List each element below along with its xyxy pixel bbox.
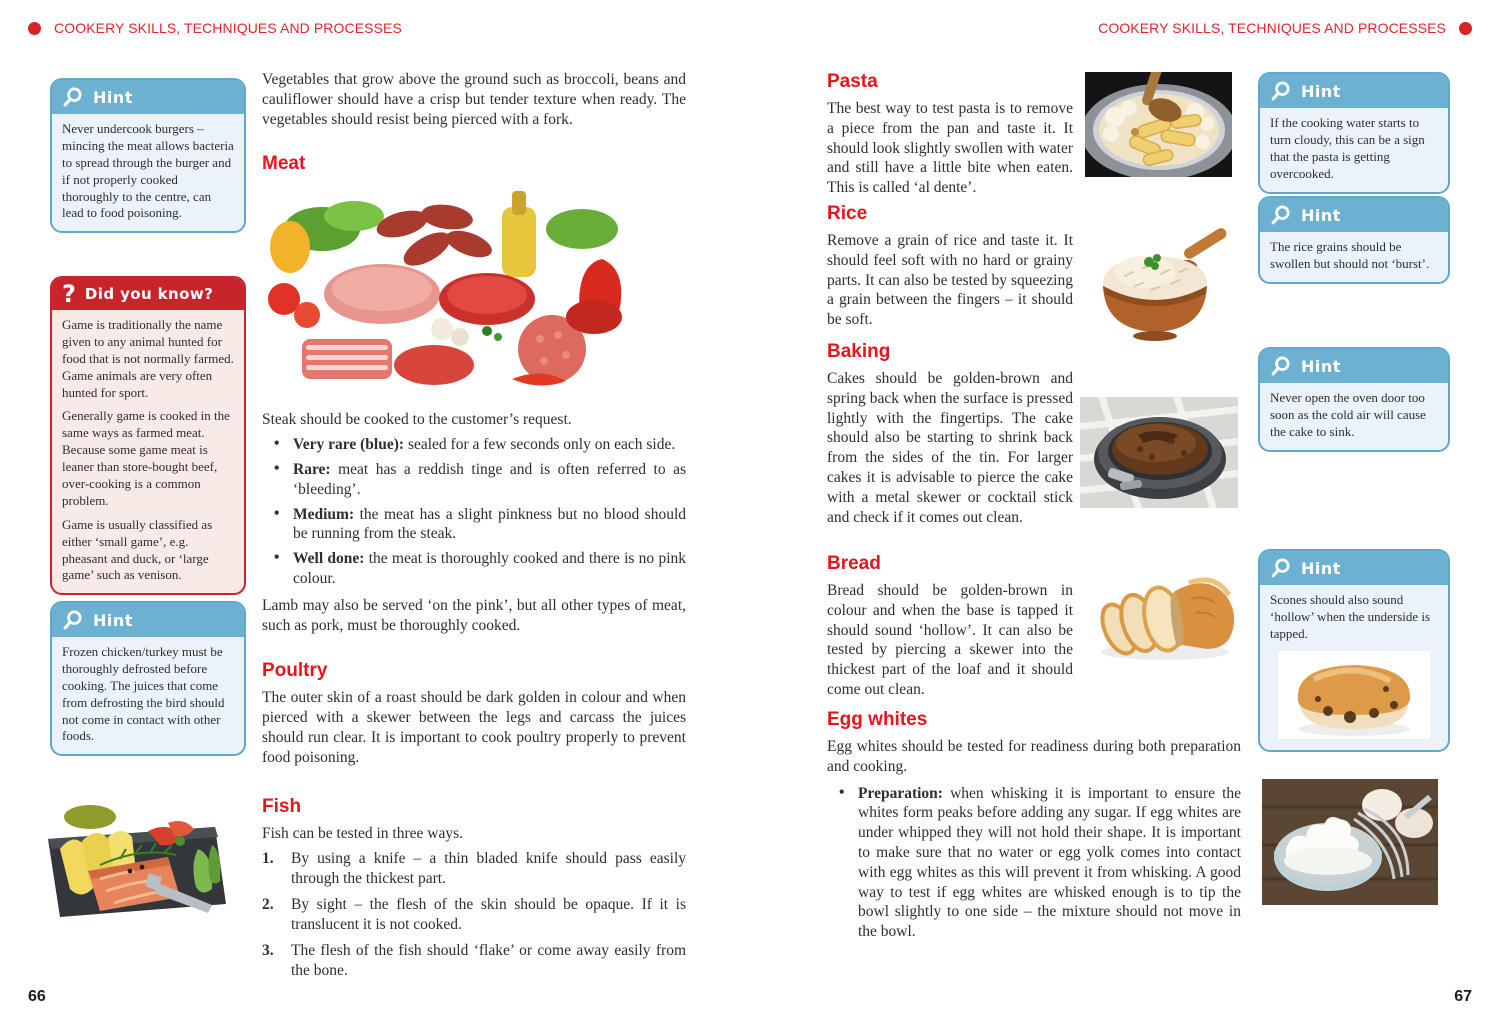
running-head-title: COOKERY SKILLS, TECHNIQUES AND PROCESSES xyxy=(1098,20,1446,36)
bullet-term: Preparation: xyxy=(858,784,943,802)
running-head-right xyxy=(1098,20,1472,36)
hint-box-baking xyxy=(1258,347,1450,452)
bullet-text: the meat is thoroughly cooked and there is no pink colour. xyxy=(293,550,687,588)
poultry-paragraph: The outer skin of a roast should be dark golden in colour and when pierced with a skewer between the legs and carcass the juices should run clear. It is important to cook poultry properly to prevent food poisoning. xyxy=(262,689,686,766)
rice-heading: Rice xyxy=(827,203,868,224)
steak-bullet xyxy=(262,505,686,545)
page-number-left: 66 xyxy=(28,988,46,1005)
hint-box-rice xyxy=(1258,196,1450,284)
bullet-term: Rare: xyxy=(293,460,331,478)
hint-text: Scones should also sound ‘hollow’ when the underside is tapped. xyxy=(1270,592,1431,641)
steak-bullet xyxy=(262,549,686,589)
bread-section xyxy=(827,553,1073,700)
header-bullet-icon xyxy=(1459,22,1472,35)
fish-numbered-list xyxy=(262,849,686,980)
hint-box-bread xyxy=(1258,549,1450,752)
rice-bowl-photo xyxy=(1085,224,1235,350)
fish-heading: Fish xyxy=(262,795,302,817)
hint-title: Hint xyxy=(1301,81,1341,101)
hint-text: Never open the oven door too soon as the cold air will cause the cake to sink. xyxy=(1270,390,1426,439)
magnifier-icon xyxy=(1270,204,1292,226)
hint-title: Hint xyxy=(1301,356,1341,376)
rice-paragraph: Remove a grain of rice and taste it. It should feel soft with no hard or grainy parts. It can also be tested by squeezing a grain between the fingers – it should be soft. xyxy=(827,231,1073,329)
did-you-know-header xyxy=(52,278,244,310)
vegetables-paragraph: Vegetables that grow above the ground such as broccoli, beans and cauliflower should have a crisp but tender texture when ready. The vegetables should resist being pierced with a fork. xyxy=(262,71,686,128)
meat-selection-photo xyxy=(262,189,630,394)
lamb-paragraph: Lamb may also be served ‘on the pink’, but all other types of meat, such as pork, must be thoroughly cooked. xyxy=(262,596,686,634)
bullet-text: when whisking it is important to ensure the whites form peaks before adding any sugar. If egg whites are under whipped they will not hold their shape. It is important to make sure that no water or egg yolk comes into contact with egg whites as this will prevent it from whisking. A good way to test if egg whites are whisked enough is to tip the bowl slightly to one side – the mixture should not move in the bowl. xyxy=(858,784,1242,941)
hint-body xyxy=(1260,232,1448,282)
steak-bullet xyxy=(262,435,686,455)
fish-lead: Fish can be tested in three ways. xyxy=(262,824,464,842)
magnifier-icon xyxy=(62,86,84,108)
magnifier-icon xyxy=(62,609,84,631)
hint-box-frozen-poultry xyxy=(50,601,246,756)
bullet-term: Medium: xyxy=(293,505,355,523)
meat-heading: Meat xyxy=(262,153,306,175)
cake-tin-photo xyxy=(1080,397,1238,508)
did-you-know-paragraph: Game is usually classified as either ‘small game’, e.g. pheasant and duck, or ‘large game’ such as venison. xyxy=(62,516,213,583)
egg-whites-section xyxy=(827,709,1241,942)
poultry-heading: Poultry xyxy=(262,659,328,681)
salmon-dish-photo xyxy=(30,779,230,921)
bullet-term: Well done: xyxy=(293,550,365,568)
egg-whites-bowl-photo xyxy=(1262,779,1438,905)
hint-text: Never undercook burgers – mincing the meat allows bacteria to spread through the burger and if not properly cooked thoroughly to the centre, can lead to food poisoning. xyxy=(62,121,234,221)
bread-heading: Bread xyxy=(827,553,881,574)
hint-header xyxy=(52,603,244,637)
hint-body xyxy=(52,637,244,754)
pasta-pan-photo xyxy=(1085,72,1232,177)
baking-paragraph: Cakes should be golden-brown and spring back when the surface is pressed lightly with the fingertips. The cake should also be starting to shrink back from the sides of the tin. For larger cakes it is advisable to pierce the cake with a metal skewer or cocktail stick and check if it comes out clean. xyxy=(827,369,1073,526)
bread-loaf-photo xyxy=(1091,555,1240,668)
hint-title: Hint xyxy=(1301,558,1341,578)
did-you-know-paragraph: Generally game is cooked in the same ways as farmed meat. Because some game meat is leaner than store-bought beef, over-cooking is a common problem. xyxy=(62,408,230,508)
baking-heading: Baking xyxy=(827,341,891,362)
hint-body xyxy=(1260,108,1448,192)
item-text: The flesh of the fish should ‘flake’ or come away easily from the bone. xyxy=(291,941,686,979)
bullet-term: Very rare (blue): xyxy=(293,436,405,454)
hint-body xyxy=(1260,585,1448,750)
running-head-left xyxy=(28,20,402,36)
pasta-heading: Pasta xyxy=(827,71,878,92)
hint-header xyxy=(1260,349,1448,383)
hint-body xyxy=(1260,383,1448,450)
item-text: By using a knife – a thin bladed knife should pass easily through the thickest part. xyxy=(291,850,686,888)
hint-title: Hint xyxy=(1301,205,1341,225)
hint-title: Hint xyxy=(93,610,133,630)
bullet-text: sealed for a few seconds only on each side. xyxy=(407,436,676,454)
item-number: 2. xyxy=(262,896,274,914)
did-you-know-paragraph: Game is traditionally the name given to any animal hunted for food that is not normally farmed. Game animals are very often hunted for sport. xyxy=(62,317,234,400)
steak-bullet xyxy=(262,460,686,500)
hint-header xyxy=(1260,74,1448,108)
hint-text: The rice grains should be swollen but should not ‘burst’. xyxy=(1270,239,1430,271)
hint-text: If the cooking water starts to turn cloudy, this can be a sign that the pasta is getting overcooked. xyxy=(1270,115,1425,181)
page-number-right: 67 xyxy=(1454,988,1472,1005)
scone-photo xyxy=(1278,651,1430,739)
magnifier-icon xyxy=(1270,557,1292,579)
fish-list-item xyxy=(262,895,686,935)
did-you-know-box xyxy=(50,276,246,595)
hint-box-burgers xyxy=(50,78,246,233)
question-mark-icon: ? xyxy=(62,280,76,308)
hint-header xyxy=(1260,551,1448,585)
hint-text: Frozen chicken/turkey must be thoroughly defrosted before cooking. The juices that come from defrosting the bird should not come in contact with other foods. xyxy=(62,644,225,744)
pasta-paragraph: The best way to test pasta is to remove a piece from the pan and taste it. It should look slightly swollen with water and still have a little bite when eaten. This is called ‘al dente’. xyxy=(827,99,1073,197)
baking-section xyxy=(827,341,1073,527)
hint-body xyxy=(52,114,244,231)
header-bullet-icon xyxy=(28,22,41,35)
egg-whites-lead: Egg whites should be tested for readiness during both preparation and cooking. xyxy=(827,737,1241,775)
did-you-know-body xyxy=(52,310,244,593)
hint-header xyxy=(52,80,244,114)
fish-list-item xyxy=(262,849,686,889)
left-main-column xyxy=(262,70,686,980)
fish-list-item xyxy=(262,941,686,981)
egg-whites-bullet xyxy=(827,784,1241,943)
pasta-section xyxy=(827,71,1073,198)
hint-header xyxy=(1260,198,1448,232)
did-you-know-title: Did you know? xyxy=(84,285,214,303)
bread-paragraph: Bread should be golden-brown in colour and when the base is tapped it should sound ‘hollow’. It can also be tested by piercing a skewer into the thickest part of the loaf and it should come out clean. xyxy=(827,581,1073,698)
running-head-title: COOKERY SKILLS, TECHNIQUES AND PROCESSES xyxy=(54,20,402,36)
magnifier-icon xyxy=(1270,80,1292,102)
hint-box-pasta xyxy=(1258,72,1450,194)
hint-title: Hint xyxy=(93,87,133,107)
item-number: 3. xyxy=(262,941,274,959)
rice-section xyxy=(827,203,1073,330)
egg-whites-heading: Egg whites xyxy=(827,709,928,730)
bullet-text: the meat has a slight pinkness but no blood should be running from the steak. xyxy=(293,505,686,543)
bullet-text: meat has a reddish tinge and is often referred to as ‘bleeding’. xyxy=(293,460,687,498)
item-number: 1. xyxy=(262,850,274,868)
steak-bullet-list xyxy=(262,435,686,589)
item-text: By sight – the flesh of the skin should be opaque. If it is translucent it is not cooked. xyxy=(291,896,686,933)
magnifier-icon xyxy=(1270,355,1292,377)
steak-lead: Steak should be cooked to the customer’s request. xyxy=(262,411,572,429)
